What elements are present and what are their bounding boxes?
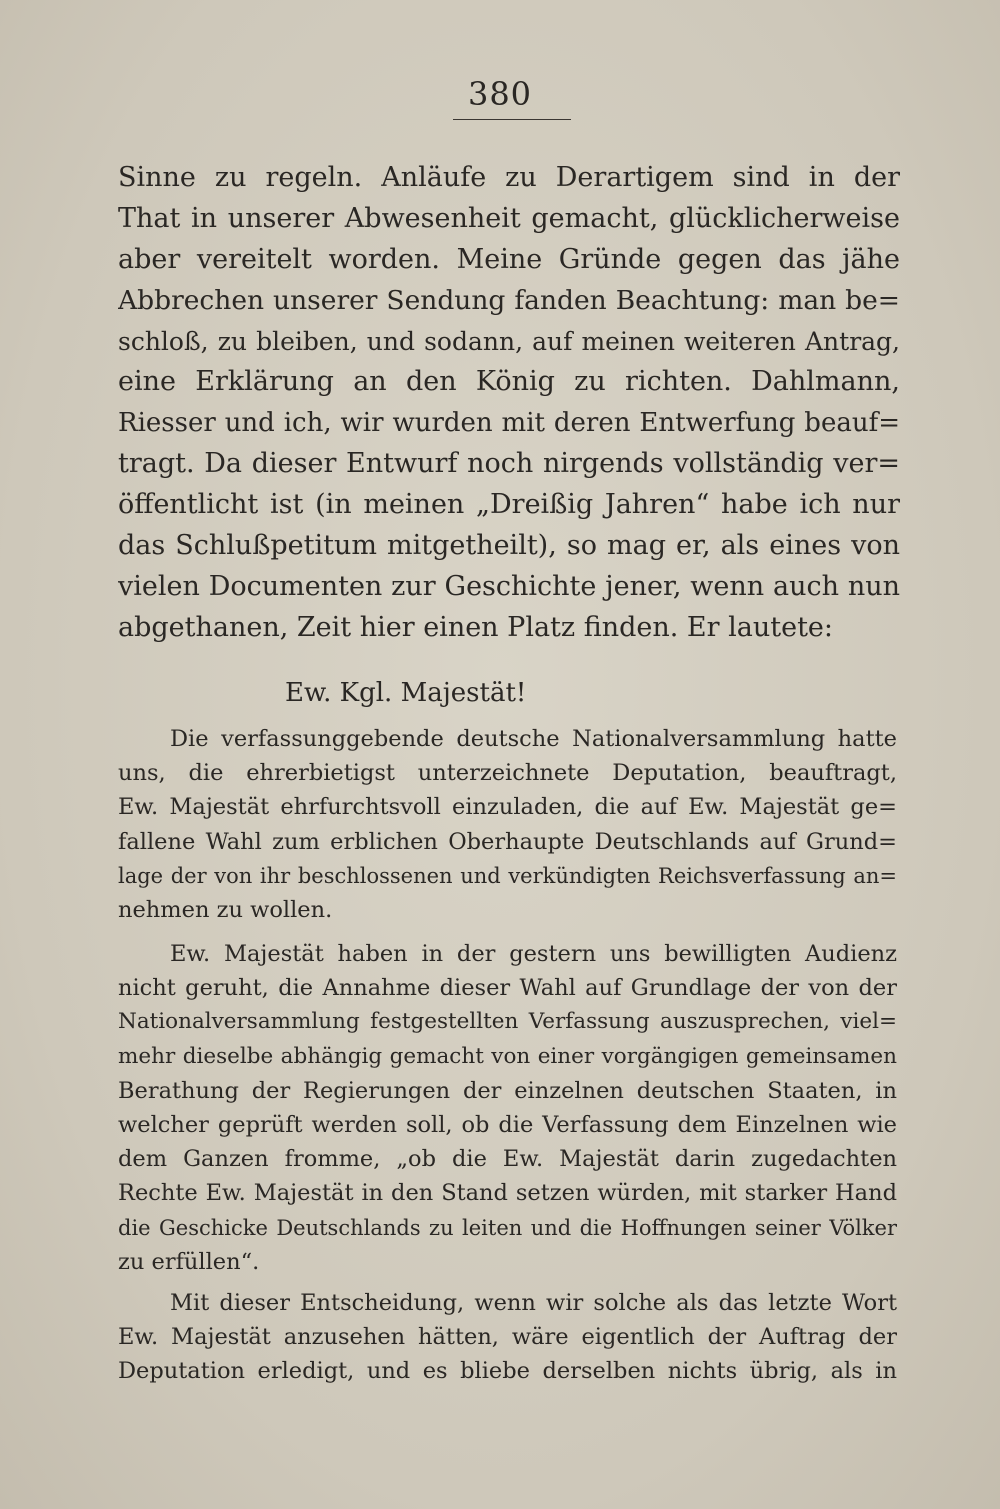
quoted-paragraph-3 — [118, 1286, 897, 1389]
text-line: Sinne zu regeln. Anläufe zu Derartigem sind in der — [118, 162, 900, 193]
quote-line: Die verfassunggebende deutsche Nationalversammlung hatte — [170, 726, 897, 752]
quote-line: Ew. Majestät ehrfurchtsvoll einzuladen, die auf Ew. Majestät ge= — [118, 794, 897, 821]
text-line: abgethanen, Zeit hier einen Platz finden. Er lautete: — [118, 611, 833, 643]
text-line: tragt. Da dieser Entwurf noch nirgends vollständig ver= — [118, 448, 900, 480]
text-line: eine Erklärung an den König zu richten. Dahlmann, — [118, 366, 900, 398]
text-line: vielen Documenten zur Geschichte jener, wenn auch nun — [118, 570, 900, 602]
quote-line: nicht geruht, die Annahme dieser Wahl auf Grundlage der von der — [118, 975, 897, 1002]
letter-salutation: Ew. Kgl. Majestät! — [285, 678, 527, 708]
quoted-paragraph-1 — [118, 722, 897, 927]
quote-line: zu erfüllen“. — [118, 1248, 260, 1275]
quote-line: Rechte Ew. Majestät in den Stand setzen würden, mit starker Hand — [118, 1180, 897, 1207]
text-line: Abbrechen unserer Sendung fanden Beachtung: man be= — [118, 284, 900, 316]
quote-line: Nationalversammlung festgestellten Verfassung auszusprechen, viel= — [118, 1009, 897, 1035]
quote-line: Deputation erledigt, und es bliebe derselben nichts übrig, als in — [118, 1358, 897, 1385]
text-line: Riesser und ich, wir wurden mit deren Entwerfung beauf= — [118, 408, 900, 439]
quote-line: fallene Wahl zum erblichen Oberhaupte Deutschlands auf Grund= — [118, 828, 897, 855]
quote-line: Mit dieser Entscheidung, wenn wir solche als das letzte Wort — [170, 1290, 897, 1316]
main-paragraph — [118, 158, 900, 649]
quote-line: Berathung der Regierungen der einzelnen deutschen Staaten, in — [118, 1077, 897, 1104]
quote-line: die Geschicke Deutschlands zu leiten und die Hoffnungen seiner Völker — [118, 1215, 897, 1240]
quote-line: nehmen zu wollen. — [118, 896, 333, 923]
text-line: schloß, zu bleiben, und sodann, auf meinen weiteren Antrag, — [118, 326, 900, 356]
text-line: das Schlußpetitum mitgetheilt), so mag er, als eines von — [118, 530, 900, 562]
quote-line: welcher geprüft werden soll, ob die Verfassung dem Einzelnen wie — [118, 1111, 897, 1138]
quoted-paragraph-2 — [118, 937, 897, 1279]
text-line: That in unserer Abwesenheit gemacht, glücklicherweise — [118, 202, 900, 234]
quote-line: dem Ganzen fromme, „ob die Ew. Majestät darin zugedachten — [118, 1146, 897, 1173]
text-line: aber vereitelt worden. Meine Gründe gegen das jähe — [118, 243, 900, 275]
page-number: 380 — [467, 75, 533, 113]
quote-line: Ew. Majestät anzusehen hätten, wäre eigentlich der Auftrag der — [118, 1324, 897, 1351]
quote-line: lage der von ihr beschlossenen und verkündigten Reichsverfassung an= — [118, 863, 897, 888]
quote-line: uns, die ehrerbietigst unterzeichnete Deputation, beauftragt, — [118, 760, 897, 787]
quote-line: mehr dieselbe abhängig gemacht von einer vorgängigen gemeinsamen — [118, 1043, 897, 1069]
header-rule — [453, 119, 571, 120]
text-line: öffentlicht ist (in meinen „Dreißig Jahren“ habe ich nur — [118, 489, 900, 521]
quote-line: Ew. Majestät haben in der gestern uns bewilligten Audienz — [170, 941, 897, 967]
